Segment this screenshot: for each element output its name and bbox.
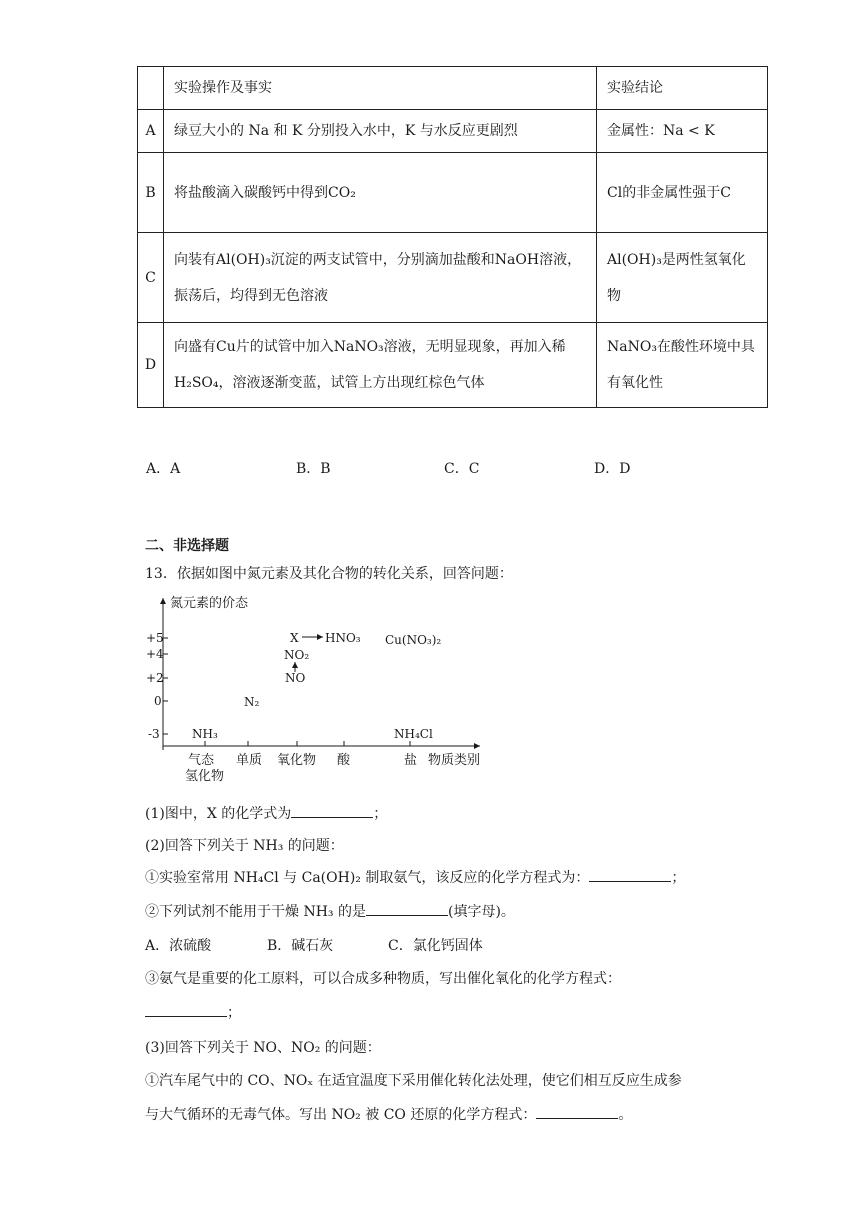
question-13-stem: 13．依据如图中氮元素及其化合物的转化关系，回答问题： [145,566,513,582]
question-part-2: (2)回答下列关于 NH₃ 的问题： [145,838,344,854]
row-label: D [138,323,164,408]
answer-blank[interactable] [366,901,448,916]
choice-b[interactable]: B．B [296,461,331,477]
question-part-2-1 [145,867,685,887]
species-no: NO [285,671,306,685]
row-conclusion: NaNO₃在酸性环境中具有氧化性 [597,323,768,408]
y-tick-label: -3 [148,727,160,741]
part-2-2-text: ②下列试剂不能用于干燥 NH₃ 的是 [145,904,366,920]
table-row [138,233,768,323]
x-category-label: 单质 [236,753,263,768]
question-part-1 [145,803,387,823]
choice-a[interactable]: A．A [146,461,181,477]
y-tick-label: +5 [146,631,164,645]
answer-choices [146,458,666,480]
part-2-3-end: ； [227,1005,241,1021]
species-cuno3: Cu(NO₃)₂ [385,633,442,647]
header-cell-conclusion: 实验结论 [597,67,768,110]
y-axis-label: 氮元素的价态 [170,596,249,611]
part-1-text: (1)图中，X 的化学式为 [145,806,292,822]
part-3-1b-text: 与大气循环的无毒气体。写出 NO₂ 被 CO 还原的化学方程式： [145,1107,537,1123]
x-category-label: 气态 [188,753,215,768]
choice-c[interactable]: C．C [444,461,480,477]
nitrogen-valence-diagram [140,590,500,790]
y-ticks [146,631,168,741]
table-row [138,323,768,408]
x-category-label: 氧化物 [277,753,317,768]
row-conclusion: Cl的非金属性强于C [597,153,768,233]
species-n2: N₂ [244,695,260,709]
table-row [138,110,768,153]
species-hno3: HNO₃ [325,631,361,645]
row-operation: 绿豆大小的 Na 和 K 分别投入水中，K 与水反应更剧烈 [164,110,597,153]
question-part-2-3-answer [145,1002,241,1022]
option-a[interactable]: A．浓硫酸 [145,938,212,954]
table-header-row [138,67,768,110]
part-2-1-text: ①实验室常用 NH₄Cl 与 Ca(OH)₂ 制取氨气，该反应的化学方程式为： [145,870,590,886]
species-no2: NO₂ [284,648,310,662]
table-row [138,153,768,233]
question-part-3-1a: ①汽车尾气中的 CO、NOₓ 在适宜温度下采用催化转化法处理，使它们相互反应生成参 [145,1073,682,1089]
question-part-3-1b [145,1104,632,1124]
question-part-2-3: ③氨气是重要的化工原料，可以合成多种物质，写出催化氧化的化学方程式： [145,971,621,987]
question-part-2-2 [145,901,515,921]
row-label: B [138,153,164,233]
question-part-3: (3)回答下列关于 NO、NO₂ 的问题： [145,1040,381,1056]
answer-blank[interactable] [589,867,671,882]
species-nh3: NH₃ [192,727,218,741]
answer-blank[interactable] [145,1002,227,1017]
part-1-end: ； [373,806,388,822]
x-category-label: 盐 [404,753,418,768]
row-operation: 向装有Al(OH)₃沉淀的两支试管中，分别滴加盐酸和NaOH溶液，振荡后，均得到无色溶液 [164,233,597,323]
y-tick-label: 0 [154,694,162,708]
answer-blank[interactable] [536,1104,618,1119]
part-2-2-end: (填字母)。 [447,904,515,920]
experiment-table [137,66,768,408]
option-b[interactable]: B．碱石灰 [267,938,334,954]
row-conclusion: 金属性：Na < K [597,110,768,153]
header-cell-operation: 实验操作及事实 [164,67,597,110]
x-category-label: 酸 [337,753,351,768]
row-conclusion: Al(OH)₃是两性氢氧化物 [597,233,768,323]
row-operation: 将盐酸滴入碳酸钙中得到CO₂ [164,153,597,233]
choice-d[interactable]: D．D [594,461,631,477]
header-cell-label [138,67,164,110]
part-3-1b-end: 。 [618,1107,633,1123]
row-operation: 向盛有Cu片的试管中加入NaNO₃溶液，无明显现象，再加入稀H₂SO₄，溶液逐渐变蓝，试管上方出现红棕色气体 [164,323,597,408]
x-category-label: 氢化物 [185,769,225,784]
row-label: C [138,233,164,323]
y-tick-label: +4 [146,647,164,661]
row-label: A [138,110,164,153]
section-title: 二、非选择题 [145,538,229,554]
x-ticks [205,741,410,746]
part-2-1-end: ； [671,870,686,886]
species-nh4cl: NH₄Cl [394,727,433,741]
answer-blank[interactable] [291,803,373,818]
x-axis-label: 物质类别 [428,753,481,768]
y-tick-label: +2 [146,671,164,685]
species-x: X [290,631,299,645]
option-c[interactable]: C．氯化钙固体 [388,938,483,954]
